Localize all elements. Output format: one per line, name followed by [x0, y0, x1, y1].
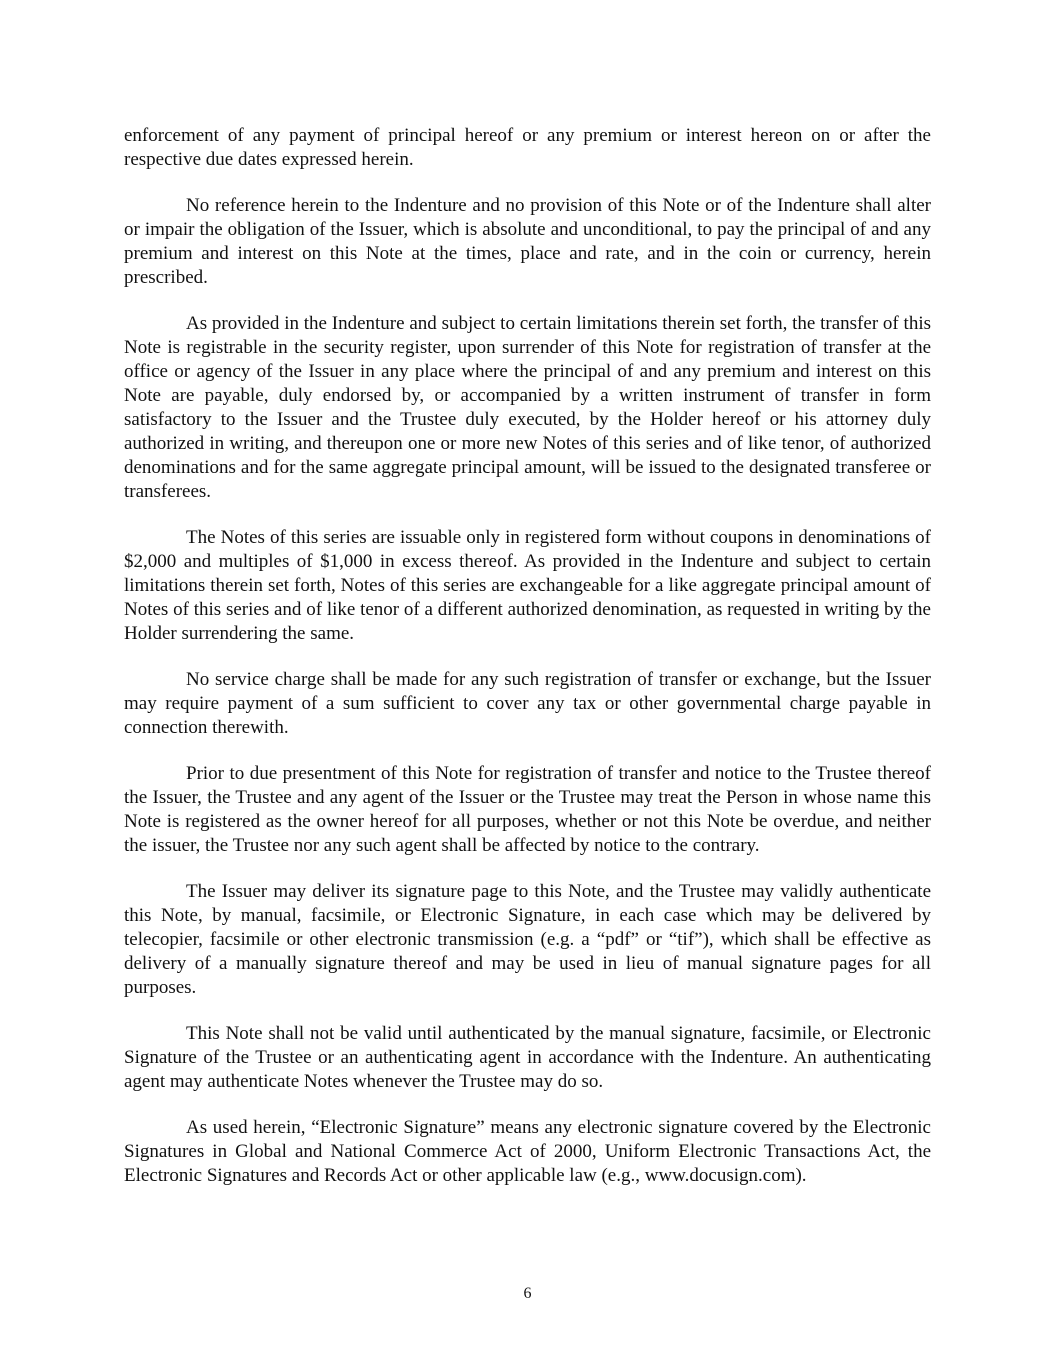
document-body — [124, 124, 931, 1210]
paragraph-service-charge: No service charge shall be made for any such registration of transfer or exchange, but the Issuer may require payment of a sum sufficient to cover any tax or other governmental charge payable in connection therewith. — [124, 669, 931, 738]
paragraph-signature-delivery: The Issuer may deliver its signature page to this Note, and the Trustee may validly authenticate this Note, by manual, facsimile, or Electronic Signature, in each case which may be delivered by telecopier, facsimile or other electronic transmission (e.g. a “pdf” or “tif”), which shall be effective as delivery of a manually signature thereof and may be used in lieu of manual signature pages for all purposes. — [124, 881, 931, 998]
paragraph-presentment: Prior to due presentment of this Note for registration of transfer and notice to the Trustee thereof the Issuer, the Trustee and any agent of the Issuer or the Trustee may treat the Person in whose name this Note is registered as the owner hereof for all purposes, whether or not this Note be overdue, and neither the issuer, the Trustee nor any such agent shall be affected by notice to the contrary. — [124, 763, 931, 856]
paragraph-no-reference: No reference herein to the Indenture and no provision of this Note or of the Indenture shall alter or impair the obligation of the Issuer, which is absolute and unconditional, to pay the principal of and any premium and interest on this Note at the times, place and rate, and in the coin or currency, herein prescribed. — [124, 195, 931, 288]
paragraph-electronic-signature-definition: As used herein, “Electronic Signature” means any electronic signature covered by the Electronic Signatures in Global and National Commerce Act of 2000, Uniform Electronic Transactions Act, the Electronic Signatures and Records Act or other applicable law (e.g., www.docusign.com). — [124, 1117, 931, 1186]
paragraph-continuation: enforcement of any payment of principal hereof or any premium or interest hereon on or after the respective due dates expressed herein. — [124, 125, 931, 170]
paragraph-transfer: As provided in the Indenture and subject to certain limitations therein set forth, the transfer of this Note is registrable in the security register, upon surrender of this Note for registration of transfer at the office or agency of the Issuer in any place where the principal of and any premium and interest on this Note are payable, duly endorsed by, or accompanied by a written instrument of transfer in form satisfactory to the Issuer and the Trustee duly executed, by the Holder hereof or his attorney duly authorized in writing, and thereupon one or more new Notes of this series and of like tenor, of authorized denominations and for the same aggregate principal amount, will be issued to the designated transferee or transferees. — [124, 313, 931, 502]
page-number: 6 — [523, 1285, 532, 1302]
paragraph-authentication: This Note shall not be valid until authenticated by the manual signature, facsimile, or Electronic Signature of the Trustee or an authenticating agent in accordance with the Indenture. An authenticating agent may authenticate Notes whenever the Trustee may do so. — [124, 1023, 931, 1092]
paragraph-denominations: The Notes of this series are issuable only in registered form without coupons in denominations of $2,000 and multiples of $1,000 in excess thereof. As provided in the Indenture and subject to certain limitations therein set forth, Notes of this series are exchangeable for a like aggregate principal amount of Notes of this series and of like tenor of a different authorized denomination, as requested in writing by the Holder surrendering the same. — [124, 527, 931, 644]
